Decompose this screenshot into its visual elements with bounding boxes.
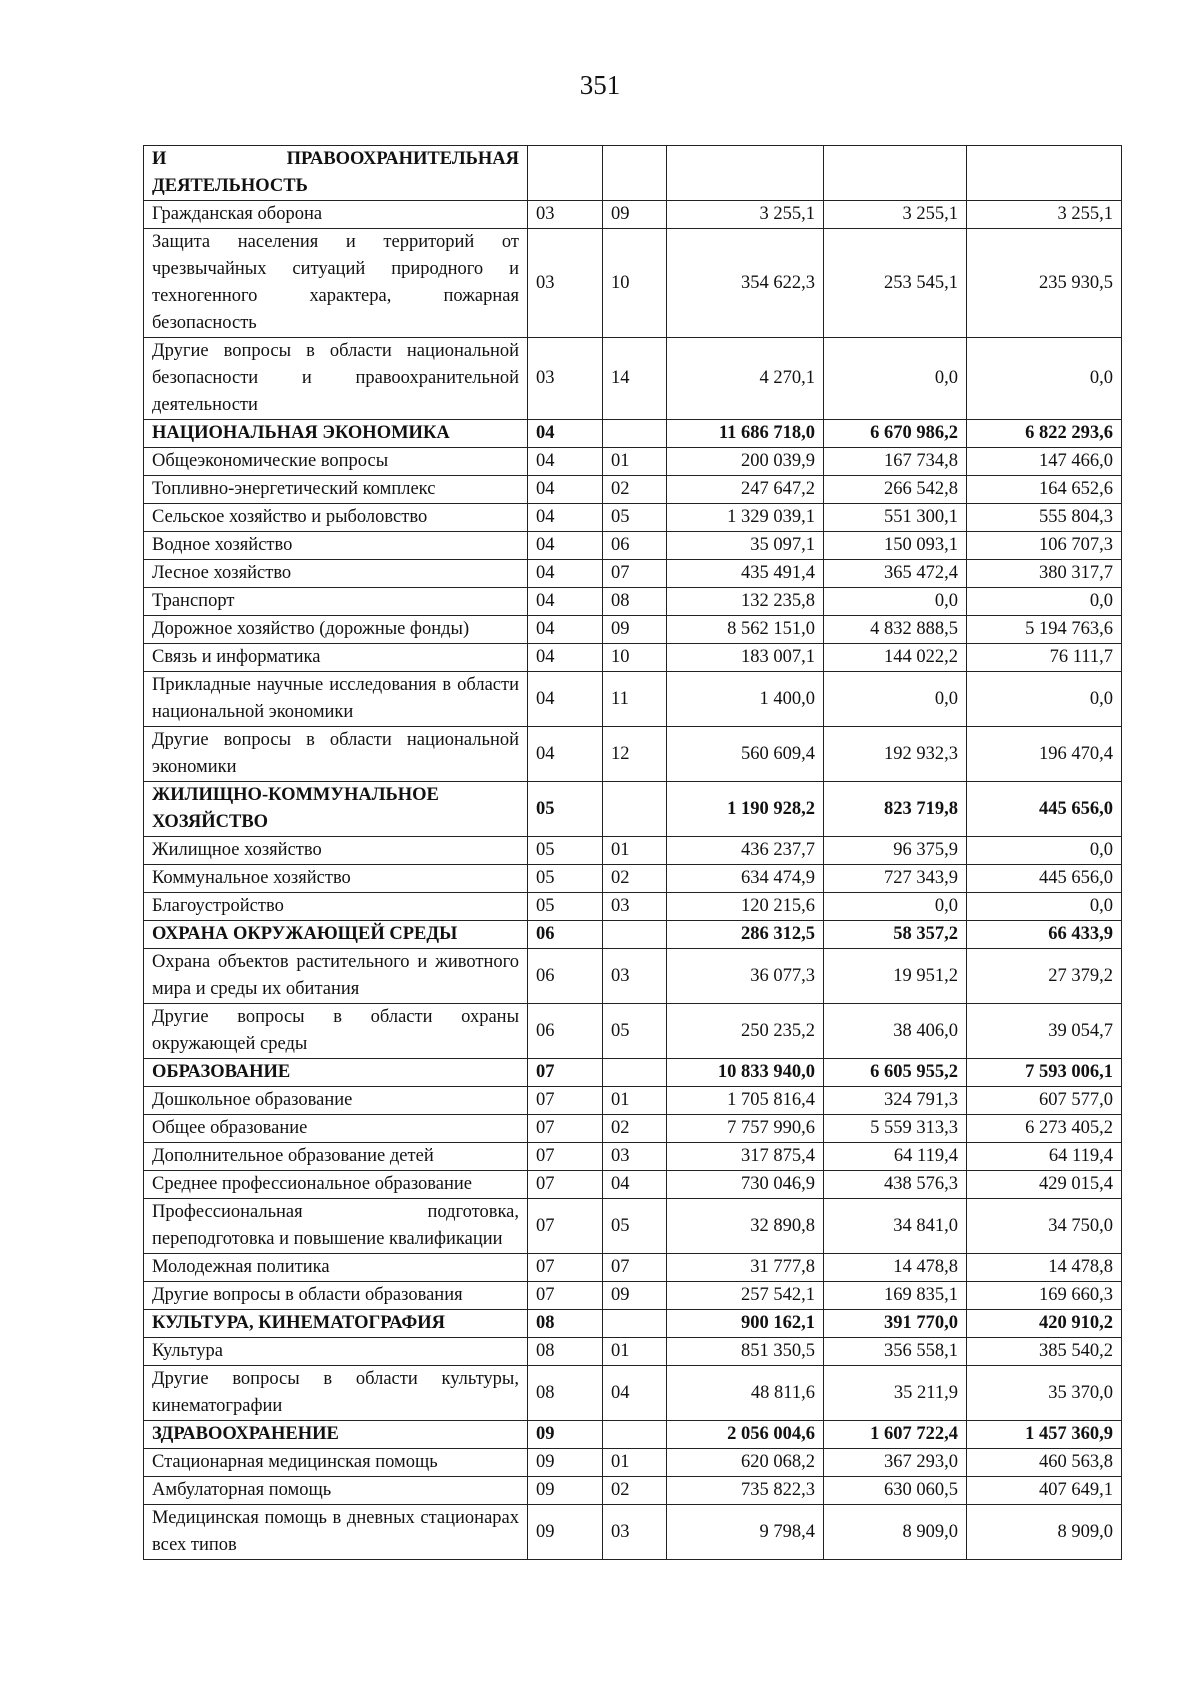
amount-year-1: 35 097,1: [667, 532, 824, 560]
section-code: 07: [528, 1171, 603, 1199]
subsection-code: 06: [603, 532, 667, 560]
section-code: 05: [528, 893, 603, 921]
section-row: [144, 420, 1122, 448]
section-code: 07: [528, 1282, 603, 1310]
amount-year-2: 551 300,1: [824, 504, 967, 532]
table-row: [144, 338, 1122, 420]
amount-year-1: 851 350,5: [667, 1338, 824, 1366]
section-code: 09: [528, 1421, 603, 1449]
subsection-code: 02: [603, 476, 667, 504]
amount-year-1: 317 875,4: [667, 1143, 824, 1171]
amount-year-1: 1 190 928,2: [667, 782, 824, 837]
amount-year-1: 31 777,8: [667, 1254, 824, 1282]
row-name: Связь и информатика: [144, 644, 528, 672]
row-name: Благоустройство: [144, 893, 528, 921]
subsection-code: 01: [603, 837, 667, 865]
amount-year-3: 6 822 293,6: [967, 420, 1122, 448]
amount-year-3: 106 707,3: [967, 532, 1122, 560]
table-row: [144, 837, 1122, 865]
table-row: [144, 1254, 1122, 1282]
section-row: [144, 1421, 1122, 1449]
amount-year-1: [667, 146, 824, 201]
amount-year-1: 735 822,3: [667, 1477, 824, 1505]
subsection-code: 04: [603, 1366, 667, 1421]
amount-year-3: 555 804,3: [967, 504, 1122, 532]
row-name: Стационарная медицинская помощь: [144, 1449, 528, 1477]
row-name: Другие вопросы в области культуры, кинематографии: [144, 1366, 528, 1421]
amount-year-1: 2 056 004,6: [667, 1421, 824, 1449]
amount-year-1: 120 215,6: [667, 893, 824, 921]
section-code: 03: [528, 229, 603, 338]
subsection-code: 03: [603, 893, 667, 921]
amount-year-1: 3 255,1: [667, 201, 824, 229]
table-row: [144, 504, 1122, 532]
section-code: 03: [528, 338, 603, 420]
row-name: Другие вопросы в области национальной экономики: [144, 727, 528, 782]
subsection-code: 04: [603, 1171, 667, 1199]
budget-table-body: [144, 146, 1122, 1560]
section-code: 04: [528, 727, 603, 782]
row-name: И ПРАВООХРАНИТЕЛЬНАЯ ДЕЯТЕЛЬНОСТЬ: [144, 146, 528, 201]
row-name: Охрана объектов растительного и животного мира и среды их обитания: [144, 949, 528, 1004]
section-code: 07: [528, 1087, 603, 1115]
table-row: [144, 672, 1122, 727]
section-code: 04: [528, 616, 603, 644]
amount-year-2: 1 607 722,4: [824, 1421, 967, 1449]
amount-year-2: 38 406,0: [824, 1004, 967, 1059]
amount-year-3: 460 563,8: [967, 1449, 1122, 1477]
subsection-code: [603, 1059, 667, 1087]
section-code: 07: [528, 1143, 603, 1171]
section-code: 04: [528, 504, 603, 532]
amount-year-2: 192 932,3: [824, 727, 967, 782]
subsection-code: 07: [603, 560, 667, 588]
amount-year-1: 200 039,9: [667, 448, 824, 476]
subsection-code: 10: [603, 644, 667, 672]
amount-year-1: 32 890,8: [667, 1199, 824, 1254]
row-name: Другие вопросы в области охраны окружающей среды: [144, 1004, 528, 1059]
subsection-code: 07: [603, 1254, 667, 1282]
amount-year-1: 286 312,5: [667, 921, 824, 949]
row-name: Дошкольное образование: [144, 1087, 528, 1115]
amount-year-1: 900 162,1: [667, 1310, 824, 1338]
amount-year-1: 1 705 816,4: [667, 1087, 824, 1115]
amount-year-3: 6 273 405,2: [967, 1115, 1122, 1143]
subsection-code: 01: [603, 1087, 667, 1115]
amount-year-1: 10 833 940,0: [667, 1059, 824, 1087]
amount-year-3: 35 370,0: [967, 1366, 1122, 1421]
amount-year-3: 66 433,9: [967, 921, 1122, 949]
amount-year-3: 1 457 360,9: [967, 1421, 1122, 1449]
section-code: 04: [528, 476, 603, 504]
subsection-code: [603, 146, 667, 201]
amount-year-3: 3 255,1: [967, 201, 1122, 229]
amount-year-3: 7 593 006,1: [967, 1059, 1122, 1087]
amount-year-3: 0,0: [967, 672, 1122, 727]
amount-year-1: 8 562 151,0: [667, 616, 824, 644]
subsection-code: 09: [603, 201, 667, 229]
section-code: 09: [528, 1505, 603, 1560]
section-code: 06: [528, 921, 603, 949]
amount-year-1: 48 811,6: [667, 1366, 824, 1421]
section-row: [144, 921, 1122, 949]
subsection-code: 03: [603, 1505, 667, 1560]
amount-year-2: 0,0: [824, 672, 967, 727]
section-code: 08: [528, 1310, 603, 1338]
section-code: 05: [528, 865, 603, 893]
row-name: Медицинская помощь в дневных стационарах всех типов: [144, 1505, 528, 1560]
table-row: [144, 229, 1122, 338]
amount-year-2: 253 545,1: [824, 229, 967, 338]
amount-year-2: 324 791,3: [824, 1087, 967, 1115]
table-row: [144, 1143, 1122, 1171]
table-row: [144, 1449, 1122, 1477]
amount-year-2: 266 542,8: [824, 476, 967, 504]
subsection-code: 02: [603, 1477, 667, 1505]
row-name: Другие вопросы в области образования: [144, 1282, 528, 1310]
amount-year-2: 14 478,8: [824, 1254, 967, 1282]
table-row: [144, 588, 1122, 616]
section-code: 04: [528, 588, 603, 616]
amount-year-2: 64 119,4: [824, 1143, 967, 1171]
amount-year-3: 39 054,7: [967, 1004, 1122, 1059]
section-row: [144, 782, 1122, 837]
section-row: [144, 1310, 1122, 1338]
subsection-code: 08: [603, 588, 667, 616]
subsection-code: [603, 1421, 667, 1449]
amount-year-2: 4 832 888,5: [824, 616, 967, 644]
amount-year-1: 634 474,9: [667, 865, 824, 893]
amount-year-3: 8 909,0: [967, 1505, 1122, 1560]
amount-year-3: 0,0: [967, 893, 1122, 921]
table-row: [144, 644, 1122, 672]
row-name: Амбулаторная помощь: [144, 1477, 528, 1505]
subsection-code: 03: [603, 949, 667, 1004]
row-name: Прикладные научные исследования в области национальной экономики: [144, 672, 528, 727]
amount-year-3: 445 656,0: [967, 865, 1122, 893]
row-name: Коммунальное хозяйство: [144, 865, 528, 893]
amount-year-3: 147 466,0: [967, 448, 1122, 476]
section-code: 07: [528, 1115, 603, 1143]
amount-year-2: 630 060,5: [824, 1477, 967, 1505]
amount-year-3: 5 194 763,6: [967, 616, 1122, 644]
amount-year-3: 196 470,4: [967, 727, 1122, 782]
amount-year-1: 247 647,2: [667, 476, 824, 504]
amount-year-1: 1 329 039,1: [667, 504, 824, 532]
amount-year-2: 0,0: [824, 893, 967, 921]
amount-year-2: 365 472,4: [824, 560, 967, 588]
table-row: [144, 727, 1122, 782]
page-number: 351: [579, 70, 621, 100]
subsection-code: 09: [603, 1282, 667, 1310]
amount-year-1: 36 077,3: [667, 949, 824, 1004]
row-name: НАЦИОНАЛЬНАЯ ЭКОНОМИКА: [144, 420, 528, 448]
section-code: 07: [528, 1199, 603, 1254]
section-row: [144, 146, 1122, 201]
amount-year-3: 0,0: [967, 588, 1122, 616]
amount-year-2: [824, 146, 967, 201]
subsection-code: 01: [603, 1449, 667, 1477]
amount-year-2: 727 343,9: [824, 865, 967, 893]
subsection-code: [603, 921, 667, 949]
row-name: Сельское хозяйство и рыболовство: [144, 504, 528, 532]
subsection-code: [603, 420, 667, 448]
table-row: [144, 1282, 1122, 1310]
section-code: 04: [528, 672, 603, 727]
amount-year-1: 1 400,0: [667, 672, 824, 727]
amount-year-2: 144 022,2: [824, 644, 967, 672]
amount-year-3: 76 111,7: [967, 644, 1122, 672]
section-code: 07: [528, 1254, 603, 1282]
table-row: [144, 1004, 1122, 1059]
section-code: 04: [528, 420, 603, 448]
section-code: 06: [528, 949, 603, 1004]
row-name: Профессиональная подготовка, переподготовка и повышение квалификации: [144, 1199, 528, 1254]
section-code: 09: [528, 1449, 603, 1477]
subsection-code: 09: [603, 616, 667, 644]
amount-year-2: 0,0: [824, 588, 967, 616]
section-code: 08: [528, 1366, 603, 1421]
subsection-code: [603, 782, 667, 837]
amount-year-1: 183 007,1: [667, 644, 824, 672]
amount-year-3: [967, 146, 1122, 201]
amount-year-3: 34 750,0: [967, 1199, 1122, 1254]
amount-year-2: 150 093,1: [824, 532, 967, 560]
row-name: Другие вопросы в области национальной безопасности и правоохранительной деятельности: [144, 338, 528, 420]
subsection-code: 12: [603, 727, 667, 782]
amount-year-1: 354 622,3: [667, 229, 824, 338]
table-row: [144, 560, 1122, 588]
amount-year-3: 164 652,6: [967, 476, 1122, 504]
row-name: Транспорт: [144, 588, 528, 616]
amount-year-2: 58 357,2: [824, 921, 967, 949]
table-row: [144, 532, 1122, 560]
amount-year-1: 560 609,4: [667, 727, 824, 782]
amount-year-3: 0,0: [967, 837, 1122, 865]
row-name: Дорожное хозяйство (дорожные фонды): [144, 616, 528, 644]
subsection-code: 05: [603, 504, 667, 532]
table-row: [144, 1505, 1122, 1560]
row-name: Среднее профессиональное образование: [144, 1171, 528, 1199]
subsection-code: 02: [603, 865, 667, 893]
row-name: КУЛЬТУРА, КИНЕМАТОГРАФИЯ: [144, 1310, 528, 1338]
amount-year-1: 436 237,7: [667, 837, 824, 865]
subsection-code: 10: [603, 229, 667, 338]
amount-year-2: 6 670 986,2: [824, 420, 967, 448]
row-name: Общее образование: [144, 1115, 528, 1143]
table-row: [144, 448, 1122, 476]
table-row: [144, 949, 1122, 1004]
subsection-code: 11: [603, 672, 667, 727]
amount-year-2: 438 576,3: [824, 1171, 967, 1199]
amount-year-2: 167 734,8: [824, 448, 967, 476]
table-row: [144, 1171, 1122, 1199]
amount-year-1: 620 068,2: [667, 1449, 824, 1477]
amount-year-3: 445 656,0: [967, 782, 1122, 837]
row-name: ЖИЛИЩНО-КОММУНАЛЬНОЕ ХОЗЯЙСТВО: [144, 782, 528, 837]
row-name: Топливно-энергетический комплекс: [144, 476, 528, 504]
amount-year-1: 435 491,4: [667, 560, 824, 588]
table-row: [144, 893, 1122, 921]
section-code: 04: [528, 560, 603, 588]
row-name: Молодежная политика: [144, 1254, 528, 1282]
table-row: [144, 1366, 1122, 1421]
section-code: 04: [528, 448, 603, 476]
table-row: [144, 1199, 1122, 1254]
budget-table: [143, 145, 1122, 1560]
amount-year-1: 7 757 990,6: [667, 1115, 824, 1143]
section-code: 09: [528, 1477, 603, 1505]
amount-year-3: 380 317,7: [967, 560, 1122, 588]
row-name: Культура: [144, 1338, 528, 1366]
amount-year-3: 407 649,1: [967, 1477, 1122, 1505]
row-name: ЗДРАВООХРАНЕНИЕ: [144, 1421, 528, 1449]
section-code: 07: [528, 1059, 603, 1087]
amount-year-1: 250 235,2: [667, 1004, 824, 1059]
amount-year-2: 96 375,9: [824, 837, 967, 865]
subsection-code: 14: [603, 338, 667, 420]
row-name: ОХРАНА ОКРУЖАЮЩЕЙ СРЕДЫ: [144, 921, 528, 949]
amount-year-2: 5 559 313,3: [824, 1115, 967, 1143]
amount-year-3: 420 910,2: [967, 1310, 1122, 1338]
table-row: [144, 616, 1122, 644]
section-code: 03: [528, 201, 603, 229]
amount-year-2: 8 909,0: [824, 1505, 967, 1560]
row-name: Общеэкономические вопросы: [144, 448, 528, 476]
amount-year-2: 356 558,1: [824, 1338, 967, 1366]
amount-year-3: 0,0: [967, 338, 1122, 420]
row-name: ОБРАЗОВАНИЕ: [144, 1059, 528, 1087]
amount-year-2: 19 951,2: [824, 949, 967, 1004]
amount-year-3: 385 540,2: [967, 1338, 1122, 1366]
amount-year-3: 169 660,3: [967, 1282, 1122, 1310]
section-code: 04: [528, 532, 603, 560]
section-row: [144, 1059, 1122, 1087]
subsection-code: 05: [603, 1004, 667, 1059]
amount-year-2: 34 841,0: [824, 1199, 967, 1254]
table-row: [144, 201, 1122, 229]
amount-year-1: 730 046,9: [667, 1171, 824, 1199]
amount-year-2: 169 835,1: [824, 1282, 967, 1310]
amount-year-2: 35 211,9: [824, 1366, 967, 1421]
amount-year-1: 132 235,8: [667, 588, 824, 616]
row-name: Лесное хозяйство: [144, 560, 528, 588]
amount-year-3: 607 577,0: [967, 1087, 1122, 1115]
section-code: 06: [528, 1004, 603, 1059]
subsection-code: [603, 1310, 667, 1338]
amount-year-3: 64 119,4: [967, 1143, 1122, 1171]
subsection-code: 03: [603, 1143, 667, 1171]
amount-year-2: 823 719,8: [824, 782, 967, 837]
section-code: 05: [528, 837, 603, 865]
amount-year-1: 9 798,4: [667, 1505, 824, 1560]
subsection-code: 02: [603, 1115, 667, 1143]
amount-year-3: 429 015,4: [967, 1171, 1122, 1199]
section-code: 04: [528, 644, 603, 672]
amount-year-1: 4 270,1: [667, 338, 824, 420]
subsection-code: 05: [603, 1199, 667, 1254]
row-name: Жилищное хозяйство: [144, 837, 528, 865]
subsection-code: 01: [603, 1338, 667, 1366]
table-row: [144, 1338, 1122, 1366]
row-name: Водное хозяйство: [144, 532, 528, 560]
table-row: [144, 476, 1122, 504]
amount-year-2: 367 293,0: [824, 1449, 967, 1477]
amount-year-2: 391 770,0: [824, 1310, 967, 1338]
row-name: Защита населения и территорий от чрезвычайных ситуаций природного и техногенного характера, пожарная безопасность: [144, 229, 528, 338]
amount-year-2: 3 255,1: [824, 201, 967, 229]
section-code: 05: [528, 782, 603, 837]
table-row: [144, 865, 1122, 893]
row-name: Гражданская оборона: [144, 201, 528, 229]
amount-year-3: 14 478,8: [967, 1254, 1122, 1282]
amount-year-1: 257 542,1: [667, 1282, 824, 1310]
row-name: Дополнительное образование детей: [144, 1143, 528, 1171]
subsection-code: 01: [603, 448, 667, 476]
table-row: [144, 1087, 1122, 1115]
table-row: [144, 1477, 1122, 1505]
amount-year-2: 0,0: [824, 338, 967, 420]
section-code: 08: [528, 1338, 603, 1366]
amount-year-3: 235 930,5: [967, 229, 1122, 338]
amount-year-1: 11 686 718,0: [667, 420, 824, 448]
table-row: [144, 1115, 1122, 1143]
section-code: [528, 146, 603, 201]
amount-year-2: 6 605 955,2: [824, 1059, 967, 1087]
amount-year-3: 27 379,2: [967, 949, 1122, 1004]
